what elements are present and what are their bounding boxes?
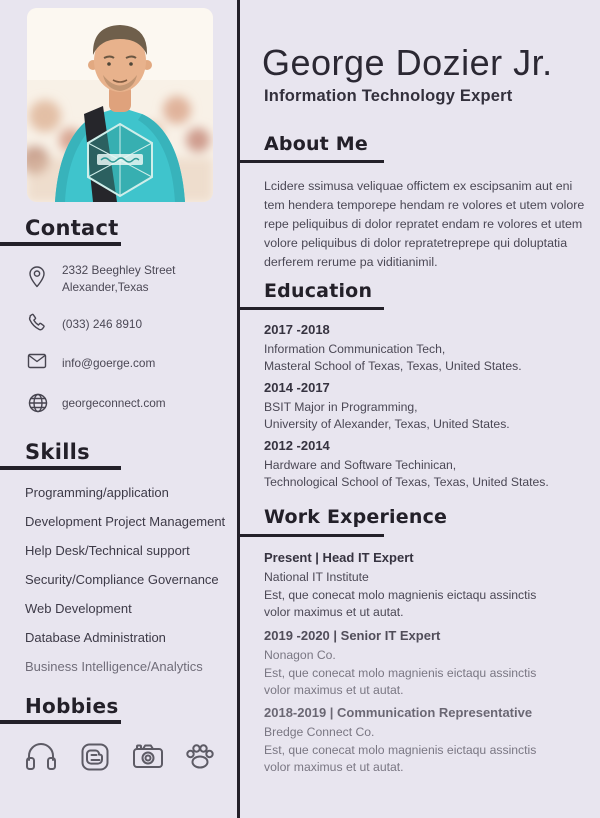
education-years: 2017 -2018 xyxy=(264,322,330,337)
work-company: Nonagon Co. xyxy=(264,648,336,662)
experience-heading: Work Experience xyxy=(264,506,448,528)
work-company: Bredge Connect Co. xyxy=(264,725,375,739)
education-school: Masteral School of Texas, Texas, United States. xyxy=(264,359,522,373)
work-desc-line: Est, que conecat molo magnienis eictaqu assinctis xyxy=(264,666,537,680)
address-line-1: 2332 Beeghley Street xyxy=(62,263,176,277)
contact-rule xyxy=(0,242,121,246)
blogger-icon xyxy=(80,742,110,772)
hobbies-rule xyxy=(0,720,121,724)
education-degree: BSIT Major in Programming, xyxy=(264,400,418,414)
person-title: Information Technology Expert xyxy=(264,87,513,105)
contact-heading: Contact xyxy=(25,216,119,240)
work-company: National IT Institute xyxy=(264,570,369,584)
education-school: Technological School of Texas, Texas, United States. xyxy=(264,475,549,489)
education-years: 2012 -2014 xyxy=(264,438,330,453)
headphones-icon xyxy=(24,740,58,772)
skill-item: Security/Compliance Governance xyxy=(25,572,219,587)
work-desc-line: volor maximus et ut autat. xyxy=(264,683,404,697)
about-rule xyxy=(237,160,384,163)
skill-item: Web Development xyxy=(25,601,132,616)
skill-item: Programming/application xyxy=(25,485,169,500)
about-text-line: Lcidere ssimusa veliquae offictem ex escipsanim aut eni xyxy=(264,179,573,193)
profile-photo-illustration xyxy=(27,8,213,202)
email-value: info@goerge.com xyxy=(62,356,156,370)
hobbies-heading: Hobbies xyxy=(25,694,119,718)
education-years: 2014 -2017 xyxy=(264,380,330,395)
work-title: 2018-2019 | Communication Representative xyxy=(264,705,533,720)
work-title: 2019 -2020 | Senior IT Expert xyxy=(264,628,441,643)
about-text-line: volore peliquibus di dolor repratetreprepe qui doluptatia xyxy=(264,236,568,250)
education-school: University of Alexander, Texas, United States. xyxy=(264,417,510,431)
about-text-line: derferem rerume pa viditianimil. xyxy=(264,255,438,269)
skill-item: Help Desk/Technical support xyxy=(25,543,190,558)
camera-icon xyxy=(132,742,164,770)
about-text-line: tem hendera temporepe hendam re volores et utem volore xyxy=(264,198,585,212)
phone-icon xyxy=(27,313,47,333)
work-desc-line: volor maximus et ut autat. xyxy=(264,760,404,774)
experience-rule xyxy=(237,534,384,537)
about-heading: About Me xyxy=(264,133,368,155)
skill-item: Database Administration xyxy=(25,630,166,645)
phone-value: (033) 246 8910 xyxy=(62,317,143,331)
education-degree: Information Communication Tech, xyxy=(264,342,446,356)
skill-item: Business Intelligence/Analytics xyxy=(25,659,203,674)
education-degree: Hardware and Software Techinican, xyxy=(264,458,457,472)
person-name: George Dozier Jr. xyxy=(262,42,553,83)
work-desc-line: Est, que conecat molo magnienis eictaqu assinctis xyxy=(264,743,537,757)
email-icon xyxy=(27,353,47,369)
website-value: georgeconnect.com xyxy=(62,396,166,410)
paw-icon xyxy=(184,740,216,772)
location-pin-icon xyxy=(27,265,47,289)
skills-heading: Skills xyxy=(25,440,90,464)
column-divider xyxy=(237,0,240,818)
work-title: Present | Head IT Expert xyxy=(264,550,414,565)
about-text-line: repe peliquibus di dolor repratet endam re volores et utem xyxy=(264,217,583,231)
address-line-2: Alexander,Texas xyxy=(62,280,149,294)
skills-rule xyxy=(0,466,121,470)
work-desc-line: Est, que conecat molo magnienis eictaqu assinctis xyxy=(264,588,537,602)
education-heading: Education xyxy=(264,280,373,302)
profile-photo xyxy=(27,8,213,202)
education-rule xyxy=(237,307,384,310)
globe-icon xyxy=(27,392,49,414)
skill-item: Development Project Management xyxy=(25,514,226,529)
work-desc-line: volor maximus et ut autat. xyxy=(264,605,404,619)
